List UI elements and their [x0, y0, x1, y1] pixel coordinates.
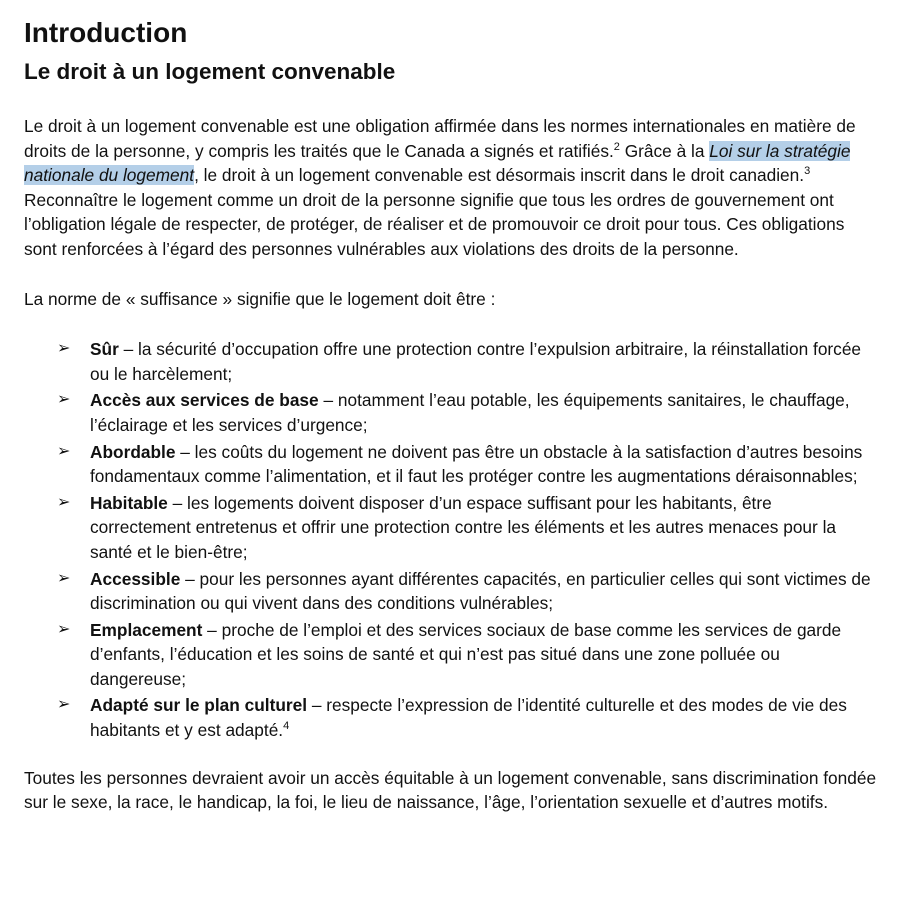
- list-item: [24, 693, 877, 742]
- list-item: [24, 440, 877, 489]
- arrow-bullet-icon: ➢: [57, 696, 71, 714]
- list-text: – la sécurité d’occupation offre une protection contre l’expulsion arbitraire, la réinstallation forcée ou le harcèlement;: [90, 339, 862, 384]
- list-term: Sûr: [90, 339, 119, 360]
- arrow-bullet-icon: ➢: [57, 569, 71, 587]
- list-term: Accessible: [90, 568, 181, 589]
- intro-text-4: Reconnaître le logement comme un droit de la personne signifie que tous les ordres de gouvernement ont l’obligation légale de respecter, de protéger, de réaliser et de promouvoir ce droit pour tous. Ces obligations sont renforcées à l’égard des personnes vulnérables aux violations des droits de la personne.: [24, 189, 845, 259]
- list-term: Abordable: [90, 441, 176, 462]
- list-item: [24, 567, 877, 616]
- arrow-bullet-icon: ➢: [57, 442, 71, 460]
- arrow-bullet-icon: ➢: [57, 391, 71, 409]
- list-text: – proche de l’emploi et des services sociaux de base comme les services de garde d’enfants, l’éducation et les soins de santé et qui n’est pas situé dans une zone polluée ou dangereuse;: [90, 619, 842, 689]
- footnote-ref-3[interactable]: 3: [804, 165, 811, 178]
- adequacy-paragraph: La norme de « suffisance » signifie que le logement doit être :: [24, 288, 496, 309]
- footnote-ref-4[interactable]: 4: [283, 720, 290, 733]
- list-text: – respecte l’expression de l’identité culturelle et des modes de vie des habitants et y est adapté.: [90, 695, 847, 741]
- arrow-bullet-icon: ➢: [57, 340, 71, 358]
- intro-text-3: , le droit à un logement convenable est désormais inscrit dans le droit canadien.: [194, 165, 805, 186]
- list-text: – les logements doivent disposer d’un espace suffisant pour les habitants, être correctement entretenus et offrir une protection contre les éléments et les autres menaces pour la santé et le bien-être;: [90, 492, 837, 562]
- list-text: – notamment l’eau potable, les équipements sanitaires, le chauffage, l’éclairage et les services d’urgence;: [90, 390, 850, 435]
- list-item: [24, 491, 877, 565]
- intro-text-2: Grâce à la: [619, 140, 710, 161]
- list-item: [24, 618, 877, 692]
- intro-text-1: Le droit à un logement convenable est une obligation affirmée dans les normes internationales en matière de droits de la personne, y compris les traités que le Canada a signés et ratifiés.: [24, 116, 856, 161]
- list-text: – pour les personnes ayant différentes capacités, en particulier celles qui sont victimes de discrimination ou qui vivent dans des conditions vulnérables;: [90, 568, 871, 614]
- criteria-list: [24, 337, 877, 743]
- heading: Introduction: [24, 17, 188, 48]
- arrow-bullet-icon: ➢: [57, 620, 71, 638]
- subheading: Le droit à un logement convenable: [24, 59, 396, 84]
- intro-paragraph: [24, 114, 877, 262]
- closing-paragraph: Toutes les personnes devraient avoir un accès équitable à un logement convenable, sans discrimination fondée sur le sexe, la race, le handicap, la foi, le lieu de naissance, l’âge, l’orientation sexuelle et d’autres motifs.: [24, 767, 877, 813]
- list-term: Adapté sur le plan culturel: [90, 695, 308, 716]
- list-term: Accès aux services de base: [90, 390, 319, 411]
- list-text: – les coûts du logement ne doivent pas être un obstacle à la satisfaction d’autres besoins fondamentaux comme l’alimentation, et il faut les protéger contre les augmentations déraisonnables;: [90, 441, 863, 487]
- arrow-bullet-icon: ➢: [57, 493, 71, 511]
- highlighted-law-title[interactable]: Loi sur la stratégie nationale du logement: [24, 140, 851, 186]
- list-term: Habitable: [90, 492, 168, 513]
- list-term: Emplacement: [90, 619, 203, 640]
- list-item: [24, 388, 877, 437]
- list-item: [24, 337, 877, 386]
- footnote-ref-2[interactable]: 2: [613, 140, 620, 153]
